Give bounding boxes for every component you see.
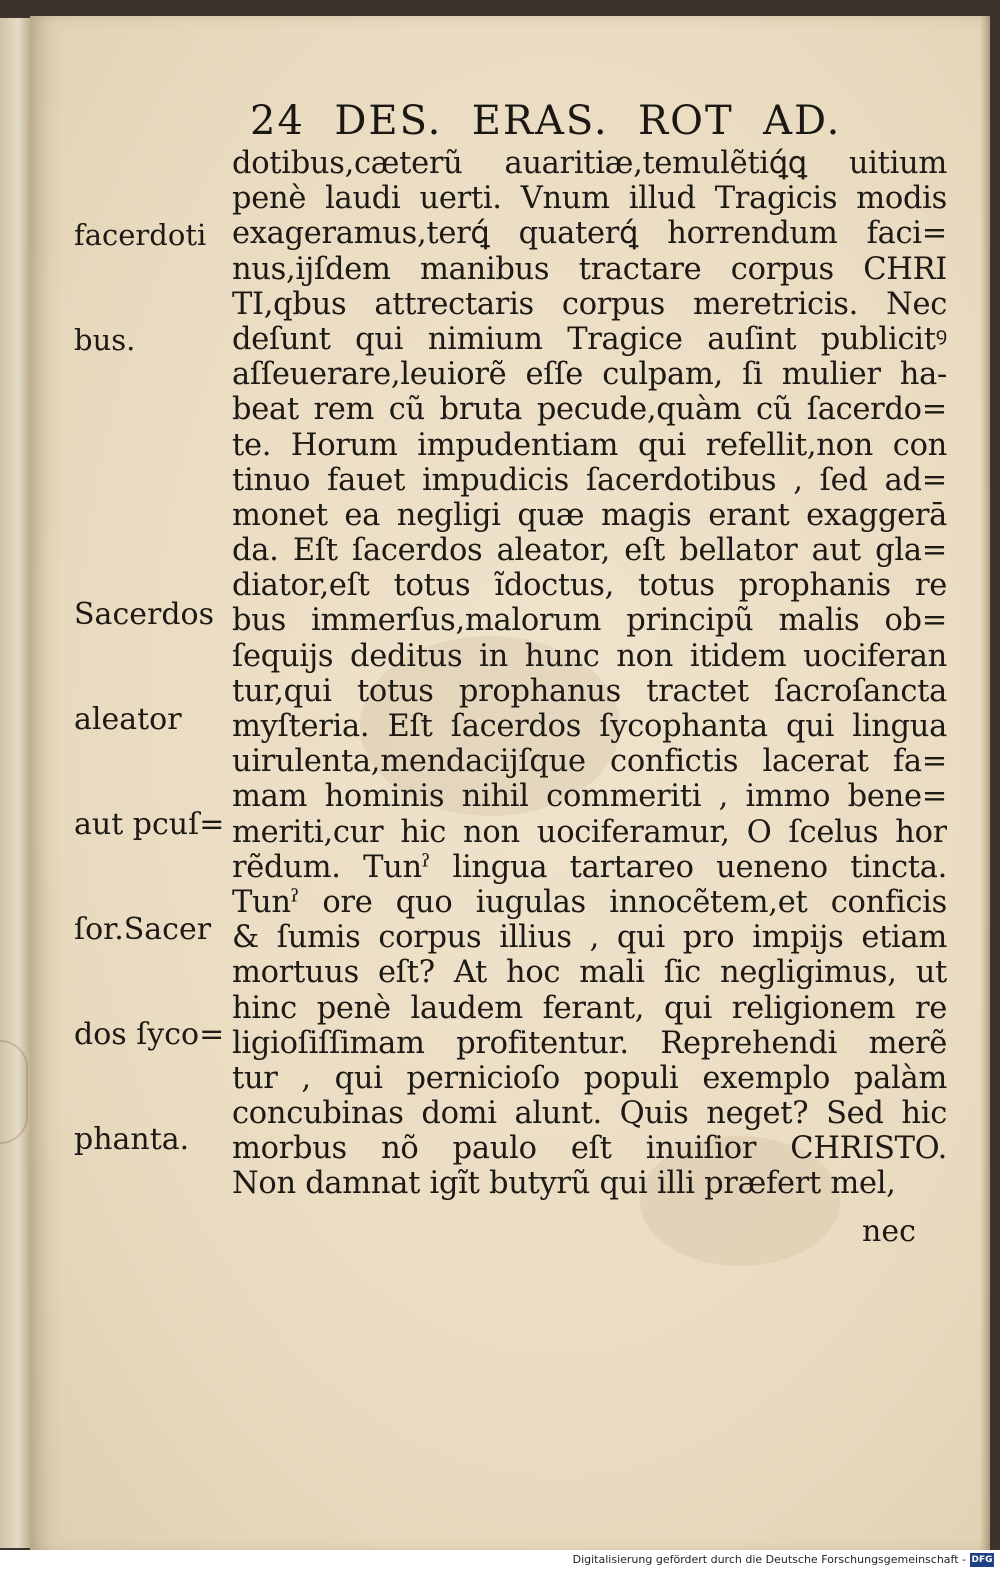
margin-note-sacerdotibus [74,148,206,393]
margin-note-line: dos ſyco= [74,1017,225,1052]
text-line: mam hominis nihil commeriti , immo bene= [232,779,947,815]
text-line: dotibus,cæterũ auaritiæ,temulẽtiꝗ́ꝗ uitium [232,146,947,181]
page-edge-shadow [980,16,990,1552]
catchword: nec [862,1214,916,1249]
running-head: 24 DES. ERAS. ROT AD. [250,98,842,144]
text-line: ſequijs deditus in hunc non itidem uociferan [232,638,947,674]
text-line: diator,eſt totus ĩdoctus, totus prophanis re [232,568,947,604]
text-line: penè laudi uerti. Vnum illud Tragicis modis [232,181,947,217]
text-line: da. Eſt ſacerdos aleator, eſt bellator aut gla= [232,533,947,569]
text-line: deſunt qui nimium Tragice auſint publicitꝰ [232,321,947,357]
text-line: Non damnat igĩt butyrũ qui illi præfert mel, [232,1166,896,1202]
text-line: tinuo fauet impudicis ſacerdotibus , ſed ad= [232,462,947,498]
text-line: beat rem cũ bruta pecude,quàm cũ ſacerdo= [232,392,947,428]
margin-note-line: phanta. [74,1122,190,1157]
text-line: Tunˀ ore quo iugulas innocẽtem,et conficis [232,884,947,920]
dfg-logo-icon: DFG [971,1555,993,1565]
text-line: mortuus eſt? At hoc mali ſic negligimus, ut [232,955,947,991]
text-line: exageramus,terꝗ́ quaterꝗ́ horrendum faci= [232,216,947,252]
text-line: te. Horum impudentiam qui refellit,non con [232,427,947,463]
page-curl [0,1040,28,1144]
margin-note-line: aut pcuſ= [74,807,225,842]
margin-note-line: facerdoti [74,218,207,252]
margin-note-sacerdos-aleator [74,527,224,1192]
facing-page-edge [0,18,31,1548]
margin-note-line: Sacerdos [74,597,214,632]
text-line: meriti,cur hic non uociferamur, O ſcelus hor [232,814,947,850]
text-line: morbus nõ paulo eſt inuiſior CHRISTO. [232,1131,947,1167]
text-line: bus immerſus,malorum principũ malis ob= [232,603,947,639]
text-line: monet ea negligi quæ magis erant exaggerā [232,497,947,533]
text-line: tur,qui totus prophanus tractet ſacroſancta [232,673,947,709]
text-line: nus,ijſdem manibus tractare corpus CHRI [232,251,947,287]
text-line: hinc penè laudem ferant, qui religionem re [232,990,947,1026]
text-line: aſſeuerare,leuiorẽ eſſe culpam, ſi mulier ha- [232,357,947,393]
digitization-credit: Digitalisierung gefördert durch die Deutsche Forschungsgemeinschaft - [572,1553,966,1566]
margin-note-line: aleator [74,702,182,737]
text-line: ligioſiſſimam profitentur. Reprehendi merẽ [232,1025,947,1061]
margin-note-line: ſor.Sacer [74,912,212,947]
text-line: uirulenta,mendacijſque confictis lacerat fa= [232,744,947,780]
margin-note-line: bus. [74,323,136,357]
text-line: tur , qui pernicioſo populi exemplo palàm [232,1060,947,1096]
text-line: TI,qbus attrectaris corpus meretricis. Nec [232,286,947,322]
text-line: concubinas domi alunt. Quis neget? Sed hic [232,1096,947,1132]
text-line: rẽdum. Tunˀ lingua tartareo ueneno tincta. [232,849,947,885]
text-line: myſteria. Eſt ſacerdos ſycophanta qui lingua [232,709,947,744]
text-line: & ſumis corpus illius , qui pro impijs etiam [232,920,947,956]
body-text [232,146,947,1202]
